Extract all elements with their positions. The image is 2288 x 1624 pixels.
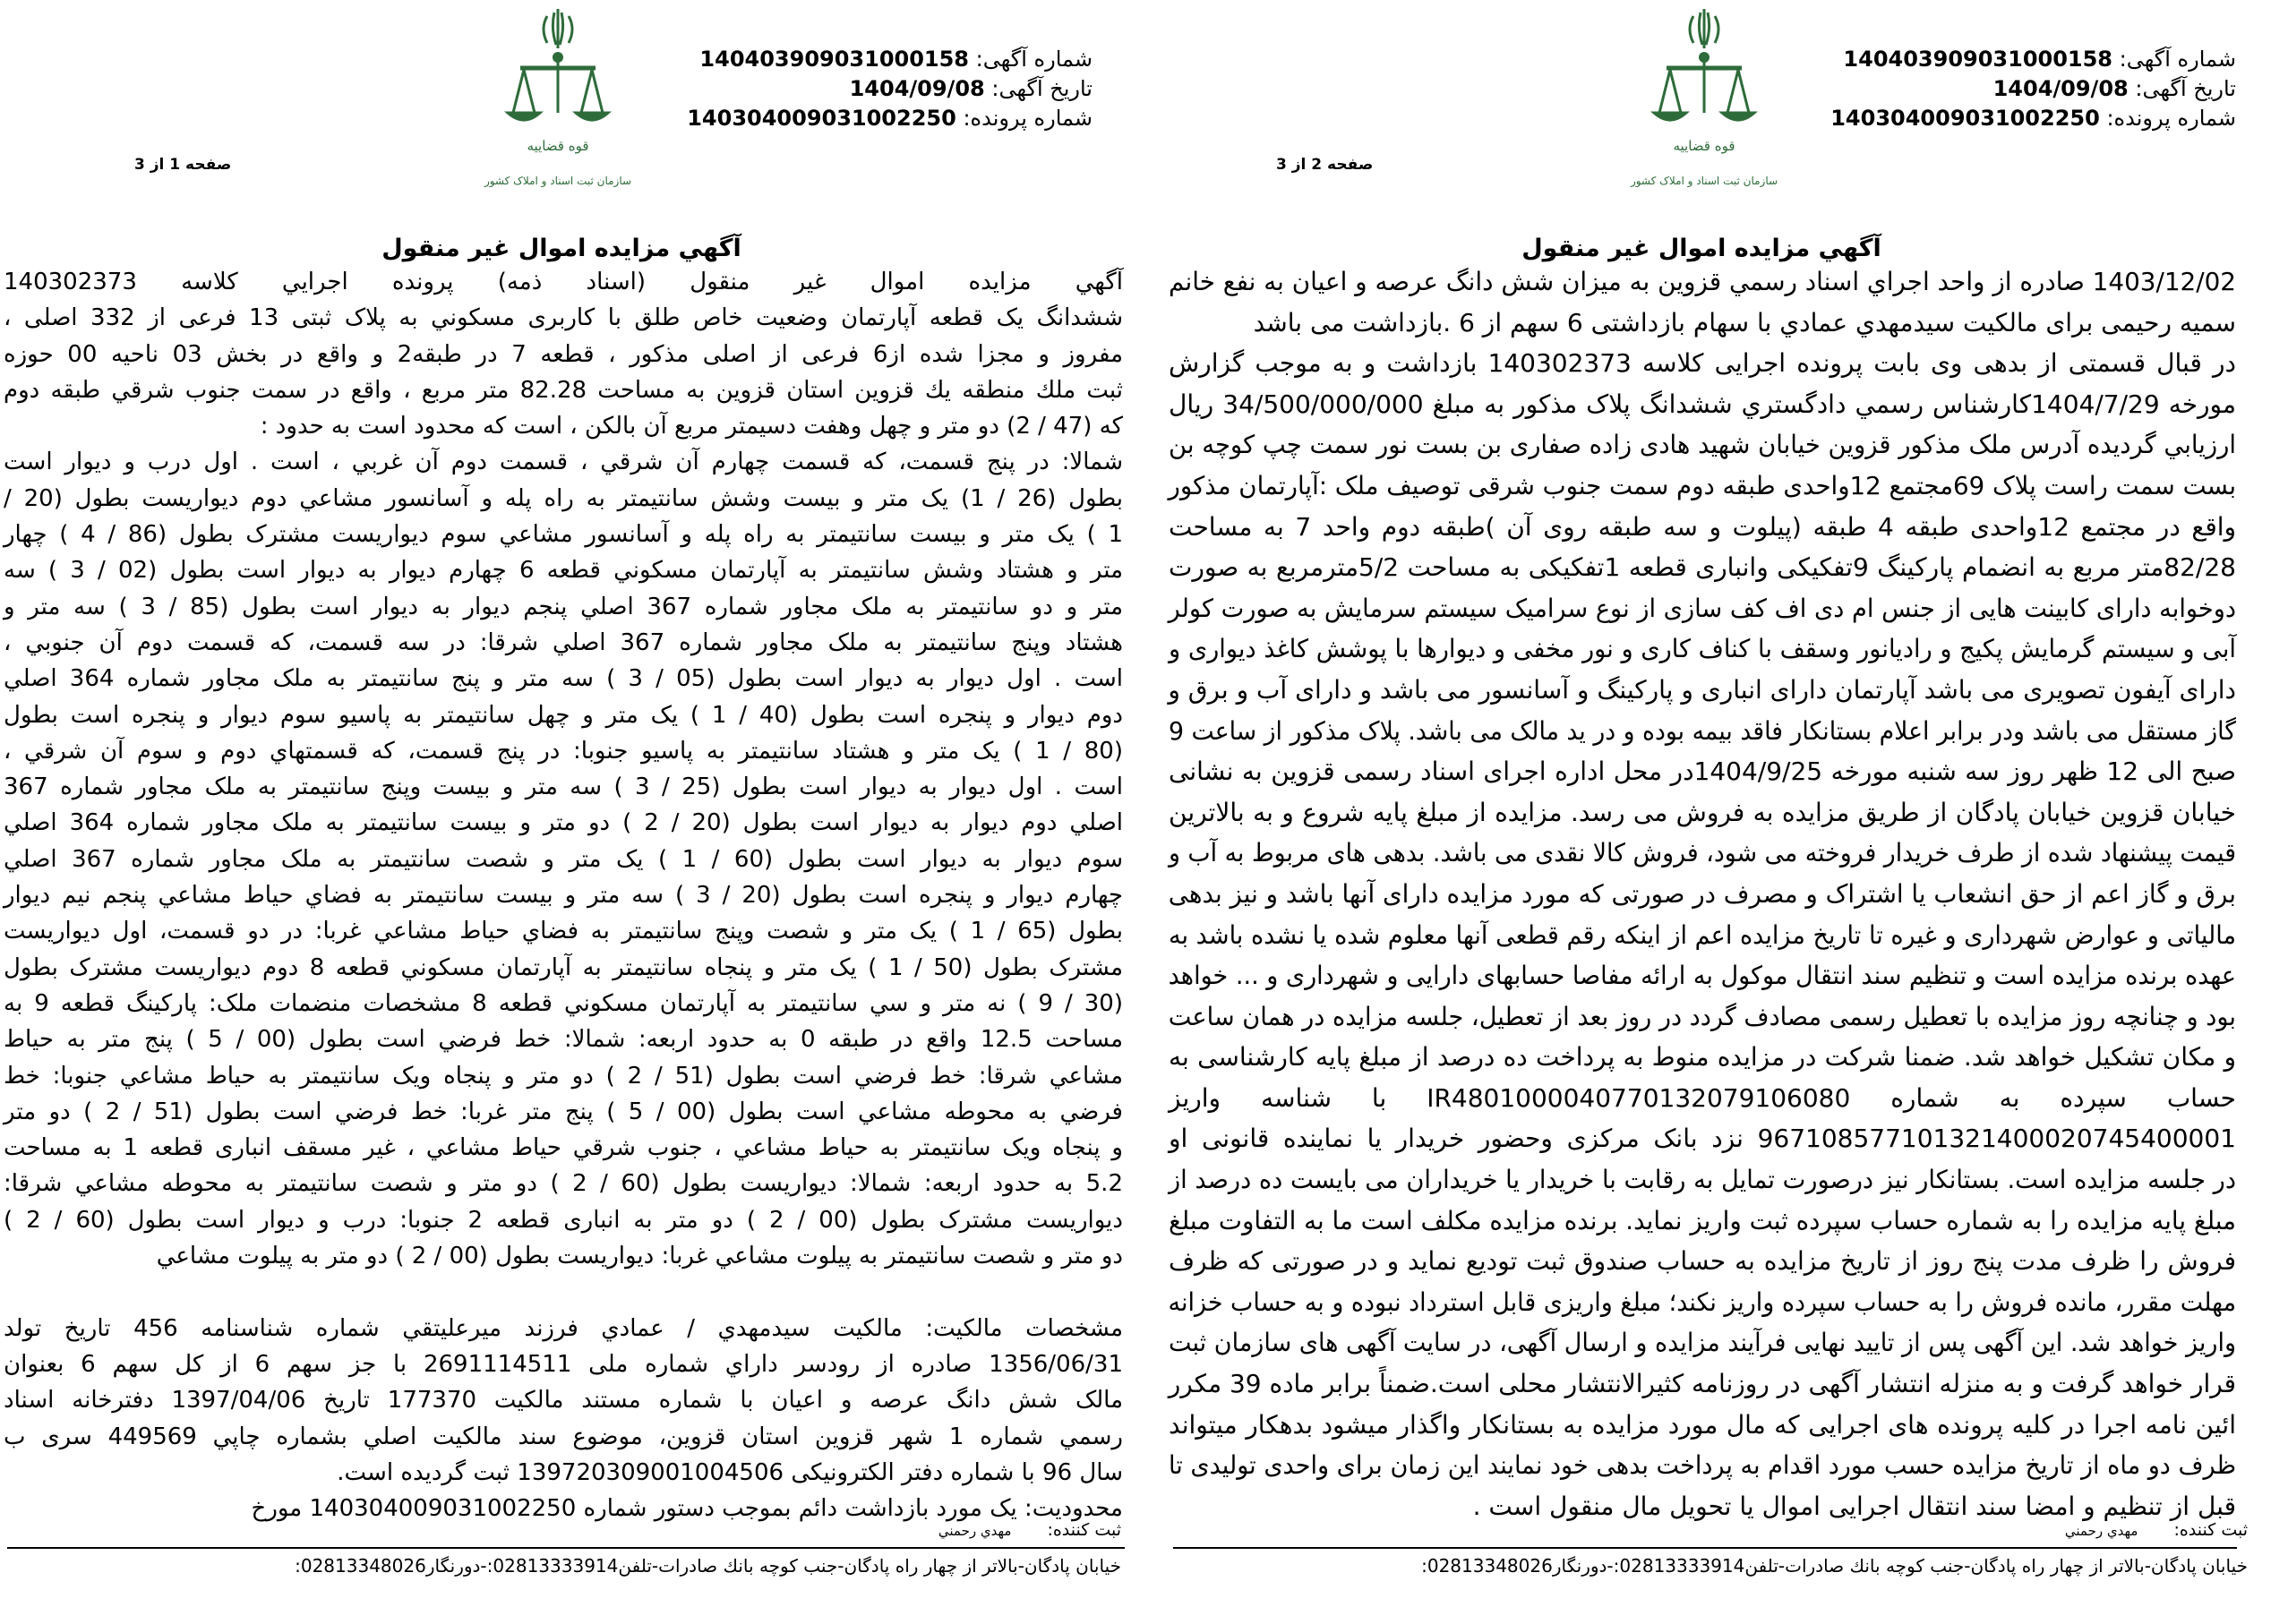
body-text-line: اصلي دوم ديوار به ديوار است بطول (20 / 2 ) دو متر و بيست سانتيمتر به ملک مجاور شماره 364 اصلي: [4, 809, 1124, 837]
body-text-line: مورخه 1404/7/29كارشناس رسمي دادگستري ششدانگ پلاک مذكور به مبلغ 34/500/000/000 ريال: [1169, 389, 2236, 419]
body-text-line: بطول (65 / 1 ) يک متر و شصت وپنج سانتيمتر به فضاي حياط مشاعي غربا: در دو قسمت، اول ديواريست: [4, 918, 1123, 945]
body-text-line: ششدانگ يک قطعه آپارتمان وضعيت خاص طلق با كاربری مسكوني به پلاک ثبتی 13 فرعی از 332 اصلی ،: [4, 304, 1123, 332]
body-text-line: متر و هشتاد وشش سانتيمتر به آپارتمان مسكوني قطعه 6 چهارم ديوار به ديوار است بطول (02 / 3 ) سه: [4, 557, 1124, 585]
page-number: صفحه 2 از 3: [1276, 156, 1374, 174]
body-text-line: است . اول ديوار به ديوار است بطول (05 / 3 ) سه متر و پنج سانتيمتر به ملک مجاور شماره 364 اصلي: [4, 665, 1123, 693]
body-text-line: واقع در مجتمع 12واحدی طبقه 4 طبقه (پيلوت و سه طبقه روی آن )طبقه دوم واحد 7 به مساحت: [1169, 511, 2237, 542]
body-text-line: سميه رحيمی برای مالكيت سيدمهدي عمادي با سهام بازداشتی 6 سهم از 6 .بازداشت می باشد: [1253, 307, 2236, 338]
svg-text:سازمان ثبت اسناد و املاک کشور: سازمان ثبت اسناد و املاک کشور: [1630, 175, 1778, 187]
ad-date-row: تاریخ آگهی: 1404/09/08: [849, 76, 1093, 101]
ad-number-row: شماره آگهی: 140403909031000158: [699, 47, 1093, 72]
announcement-page-2: [1144, 0, 2288, 1624]
ad-number-row: شماره آگهی: 140403909031000158: [1843, 47, 2236, 72]
body-text-line: است . اول ديوار به ديوار است بطول (25 / 3 ) سه متر و بيست وپنج سانتيمتر به ملک مجاور شماره 367: [4, 774, 1124, 801]
body-text-line: ديواريست مشترک بطول (00 / 2 ) دو متر به انباری قطعه 2 جنوبا: درب و ديوار است بطول (60 / 2 ): [4, 1206, 1123, 1234]
body-text-line: مشاعي شرقا: خط فرضي است بطول (51 / 2 ) دو متر و پنجاه ويک سانتيمتر به حياط مشاعي جنوبا: خط: [4, 1062, 1124, 1090]
body-text-line: مبلغ پايه مزايده را به شماره حساب سپرده ثبت واريز نمايد. برنده مزايده مكلف است ما به التفاوت مبلغ: [1169, 1205, 2236, 1235]
body-text-line: و مكان تشكيل خواهد شد. ضمنا شركت در مزايده منوط به پرداخت ده درصد از مبلغ پايه كارشناسی به: [1169, 1042, 2236, 1073]
body-text-line: صبح الی 12 ظهر روز سه شنبه مورخه 1404/9/25در محل اداره اجرای اسناد رسمی قزوين به نشانی: [1169, 756, 2236, 787]
body-text-line: سوم ديوار به ديوار است بطول (60 / 1 ) يک متر و شصت سانتيمتر به ملک مجاور شماره 367 اصلي: [4, 845, 1123, 873]
body-text-line: واريز خواهد شد. اين آگهی پس از تاييد نهايی فرآيند مزايده و ارسال آگهی، در سايت آگهی های سازمان ثبت: [1169, 1328, 2236, 1358]
page-title: آگهي مزايده اموال غير منقول: [1521, 235, 1881, 262]
body-text-line: هشتاد وپنج سانتيمتر به ملک مجاور شماره 367 اصلي شرقا: در سه قسمت، كه قسمت دوم آن جنوبي ،: [4, 628, 1123, 656]
body-text-line: آبی و سيستم گرمايش پكيج و راديانور وسقف با كناف كاری و نور مخفی و ديوارها با پوشش كاغذ ديواری و: [1169, 634, 2236, 664]
body-text-line: رسمي شماره 1 شهر قزوين استان قزوين، موضوع سند مالكيت اصلي بشماره چاپي 449569 سری ب: [4, 1423, 1123, 1450]
body-text-line: ثبت ملك منطقه يك قزوين استان قزوين به مساحت 82.28 متر مربع ، واقع در سمت جنوب شرقي طبقه دوم: [4, 376, 1123, 404]
body-text-line: دوم ديوار و پنجره است بطول (40 / 1 ) يک متر و چهل سانتيمتر به پاسيو سوم ديوار و پنجره است بطول: [4, 701, 1123, 729]
body-text-line: ارزيابي گرديده آدرس ملک مذكور قزوين خيابان شهيد هادی زاده صفاری بن بست نور سمت چپ كوچه بن: [1169, 430, 2236, 460]
ad-date: 1404/09/08: [1992, 76, 2129, 101]
body-text-line: 1 ) يک متر و بيست سانتيمتر به راه پله و آسانسور مشاعي سوم ديواريست مشترک بطول (86 / 4 ) چهار: [4, 521, 1123, 549]
case-number-row: شماره پرونده: 140304009031002250: [687, 106, 1093, 131]
announcement-body: [4, 264, 1123, 1526]
signer-name: مهدي رحمني: [2064, 1523, 2138, 1539]
body-text-line: مشخصات مالكيت: مالكيت سيدمهدي / عمادي فرزند ميرعليتقي شماره شناسنامه 456 تاريخ تولد: [4, 1314, 1124, 1342]
body-text-line: عهده برنده مزايده است و تنظيم سند انتقال موكول به ارائه مفاصا حسابهای دارايی و شهرداری و ... خواهد: [1168, 961, 2236, 991]
body-text-line: بست سمت راست پلاک 69مجتمع 12واحدی طبقه دوم سمت جنوب شرقی توصيف ملک :آپارتمان مذكور: [1168, 470, 2236, 500]
body-text-line: شمالا: در پنج قسمت، كه قسمت چهارم آن شرقي ، قسمت دوم آن غربي ، است . اول درب و ديوار است: [4, 449, 1123, 476]
page-number: صفحه 1 از 3: [134, 156, 232, 174]
body-text-line: قبل از تنظيم و امضا سند انتقال اجرايی اموال يا تحويل مال منقول است .: [1472, 1491, 2236, 1521]
body-text-line: (30 / 9 ) نه متر و سي سانتيمتر به آپارتمان مسكوني قطعه 8 مشخصات منضمات ملک: پاركينگ قطعه 9 به: [4, 989, 1124, 1017]
body-text-line: فرضي به محوطه مشاعي است بطول (00 / 5 ) پنج متر غربا: خط فرضي است بطول (51 / 2 ) دو متر: [4, 1098, 1123, 1125]
body-text-line: قرار خواهد گرفت و به منزله انتشار آگهی در روزنامه كثيرالانتشار محلی است.ضمناً برابر ماده 39 مكرر: [1168, 1369, 2236, 1399]
body-text-line: 1403/12/02 صادره از واحد اجراي اسناد رسمي قزوين به ميزان شش دانگ عرصه و اعيان به نفع خانم: [1169, 267, 2236, 296]
body-text-line: سال 96 با شماره دفتر الكترونيكی 139720309001004506 ثبت گرديده است.: [337, 1458, 1123, 1486]
case-number-row: شماره پرونده: 140304009031002250: [1830, 106, 2236, 131]
header-info: [1830, 45, 2236, 133]
page-title: آگهي مزايده اموال غير منقول: [381, 235, 741, 262]
case-number: 140304009031002250: [1830, 106, 2100, 131]
body-text-line: آگهي مزايده اموال غير منقول (اسناد ذمه) پرونده اجرايي كلاسه 140302373: [4, 269, 1123, 295]
ad-date-row: تاریخ آگهی: 1404/09/08: [1992, 76, 2236, 101]
body-text-line: ائين نامه اجرا در كليه پرونده های اجرايی كه مال مورد مزايده به بستانكار واگذار ميشود بدهكار ميتواند: [1169, 1409, 2236, 1440]
body-text-line: فروش را ظرف مدت پنج روز از تاريخ مزايده به حساب صندوق ثبت توديع نمايد و در صورتی كه ظرف: [1169, 1246, 2236, 1277]
body-text-line: 967108577101321400020745400001 نزد بانک مركزی وحضور خريدار يا نماينده قانونی او: [1169, 1124, 2236, 1154]
body-text-line: بطول (26 / 1) يک متر و بيست وشش سانتيمتر به راه پله و آسانسور مشاعي دوم ديواريست بطول (20 /: [4, 484, 1124, 512]
body-text-line: 1356/06/31 صادره از رودسر داراي شماره ملی 2691114511 با جز سهم 6 از كل سهم 6 بعنوان: [4, 1350, 1123, 1378]
ad-number: 140403909031000158: [1843, 47, 2113, 72]
body-text-line: مالياتی و عوارض شهرداری و غيره تا تاريخ مزايده اعم از اينكه رقم قطعی آنها معلوم شده يا نشده باشد به: [1169, 919, 2236, 950]
judiciary-emblem-logo: [468, 5, 647, 202]
svg-text:قوه قضاییه: قوه قضاییه: [527, 138, 589, 154]
header-info: [687, 45, 1093, 133]
body-text-line: قيمت پيشنهاد شده از طرف خريدار فروخته می شود، فروش كالا نقدی می باشد. بدهی های مربوط به آب و: [1168, 838, 2236, 868]
body-text-line: مهلت مقرر، مانده فروش را به حساب سپرده واريز نكند؛ مبلغ واريزی قابل استرداد نبوده و به حساب خزانه: [1168, 1286, 2236, 1317]
svg-text:قوه قضاییه: قوه قضاییه: [1673, 138, 1735, 154]
body-text-line: و پنجاه ويک سانتيمتر به حياط مشاعي ، جنوب شرقي حياط مشاعي ، غير مسقف انباری قطعه 1 به مساحت: [4, 1134, 1123, 1162]
body-text-line: گاز مستقل می باشد ودر برابر اعلام بستانكار فاقد بيمه بوده و در يد مالک می باشد. پلاک مذكور از ساعت 9: [1169, 715, 2236, 746]
body-text-line: 82/28متر مربع به انضمام پاركينگ 9تفكيكی وانباری قطعه 1تفكيكی به مساحت 5/2مترمربع به صورت: [1169, 552, 2236, 583]
signer: ثبت كننده:مهدي رحمني: [938, 1520, 1121, 1540]
footer-address: خيابان پادگان-بالاتر از چهار راه پادگان-جنب كوچه بانك صادرات-تلفن02813333914:-دورنگار02813348026:: [1421, 1555, 2248, 1577]
body-text-line: ظرف دو ماه از تاريخ مزايده حسب مورد اقدام به پرداخت بدهی خود نمايند اين زمان برای واحدی توليدی تا: [1169, 1450, 2236, 1481]
body-text-line: متر و دو سانتيمتر به ملک مجاور شماره 367 اصلي پنجم ديوار به ديوار است بطول (85 / 3 ) سه متر و: [4, 593, 1124, 620]
body-text-line: مساحت 12.5 واقع در طبقه 0 به حدود اربعه: شمالا: خط فرضي است بطول (00 / 5 ) پنج متر به حياط: [4, 1026, 1124, 1054]
signer-name: مهدي رحمني: [938, 1523, 1012, 1539]
footer-address: خيابان پادگان-بالاتر از چهار راه پادگان-جنب كوچه بانك صادرات-تلفن02813333914:-دورنگار02813348026:: [295, 1555, 1121, 1577]
ad-number: 140403909031000158: [699, 47, 970, 72]
body-text-line: محدوديت: يک مورد بازداشت دائم بموجب دستور شماره 140304009031002250 مورخ: [251, 1495, 1123, 1523]
body-text-line: مفروز و مجزا شده از6 فرعی از اصلی مذكور ، قطعه 7 در طبقه2 و واقع در بخش 03 ناحيه 00 حوزه: [4, 340, 1124, 368]
announcement-body: [1169, 261, 2236, 1526]
body-text-line: دوخوابه دارای كابينت هايی از جنس ام دی اف كف سازی از نوع سراميک سيستم سرمايش به صورت كولر: [1168, 593, 2236, 623]
body-text-line: در جلسه مزايده است. بستانكار نيز درصورت تمايل به رقابت با خريدار يا خريداران می بايست ده درصد از: [1169, 1165, 2236, 1195]
svg-text:سازمان ثبت اسناد و املاک کشور: سازمان ثبت اسناد و املاک کشور: [484, 175, 632, 187]
footer-divider: [7, 1547, 1125, 1549]
scales-of-justice-icon: [1615, 5, 1794, 202]
body-text-line: حساب سپرده به شماره IR4801000040770132079106080 با شناسه واريز: [1169, 1082, 2236, 1113]
case-number: 140304009031002250: [687, 106, 956, 131]
body-text-line: مالک شش دانگ عرصه و اعيان با شماره مستند مالكيت 177370 تاريخ 1397/04/06 دفترخانه اسناد: [4, 1387, 1124, 1415]
body-text-line: دارای آيفون تصويری می باشد آپارتمان دارای انباری و پاركينگ و آسانسور می باشد و دارای آب و برق و: [1168, 674, 2236, 705]
ad-date: 1404/09/08: [849, 76, 985, 101]
body-text-line: برق و گاز اعم از حق انشعاب يا اشتراک و مصرف در صورتی كه مورد مزايده دارای آنها باشد و نيز بدهی: [1168, 878, 2236, 909]
body-text-line: مشترک بطول (50 / 1 ) يک متر و پنجاه سانتيمتر به آپارتمان مسكوني قطعه 8 دوم ديواريست مشترک بطول: [4, 953, 1123, 981]
body-text-line: بود و چنانچه روز مزايده با تعطيل رسمی مصادف گردد در روز بعد از تعطيل، جلسه مزايده در همان ساعت: [1168, 1001, 2236, 1031]
body-text-line: دو متر و شصت سانتيمتر به پيلوت مشاعي غربا: ديواريست بطول (00 / 2 ) دو متر به پيلوت مشاعي: [156, 1243, 1123, 1270]
footer-divider: [1173, 1547, 2237, 1549]
body-text-line: خيابان قزوين خيابان پادگان از طريق مزايده به فروش می رسد. مزايده از مبلغ پايه شروع و به بالاترين: [1169, 797, 2236, 827]
body-text-line: [4, 1274, 1123, 1310]
body-text-line: (80 / 1 ) يک متر و هشتاد سانتيمتر به پاسيو جنوبا: در پنج قسمت، كه قسمتهاي دوم و سوم آن شرقي ،: [4, 737, 1123, 765]
judiciary-emblem-logo: [1615, 5, 1794, 202]
body-text-line: كه (47 / 2) دو متر و چهل وهفت دسيمتر مربع آن بالكن ، است كه محدود است به حدود :: [260, 413, 1123, 440]
body-text-line: در قبال قسمتی از بدهی وی بابت پرونده اجرايی كلاسه 140302373 بازداشت و به موجب گزارش: [1169, 348, 2236, 379]
signer: ثبت كننده:مهدي رحمني: [2064, 1520, 2248, 1540]
body-text-line: چهارم ديوار و پنجره است بطول (20 / 3 ) سه متر و بيست سانتيمتر به فضاي حياط مشاعي پنجم نيم ديوار: [4, 882, 1123, 910]
scales-of-justice-icon: [468, 5, 647, 202]
body-text-line: 5.2 به حدود اربعه: شمالا: ديواريست بطول (60 / 2 ) دو متر و شصت سانتيمتر به محوطه مشاعي شرقا:: [4, 1170, 1123, 1198]
